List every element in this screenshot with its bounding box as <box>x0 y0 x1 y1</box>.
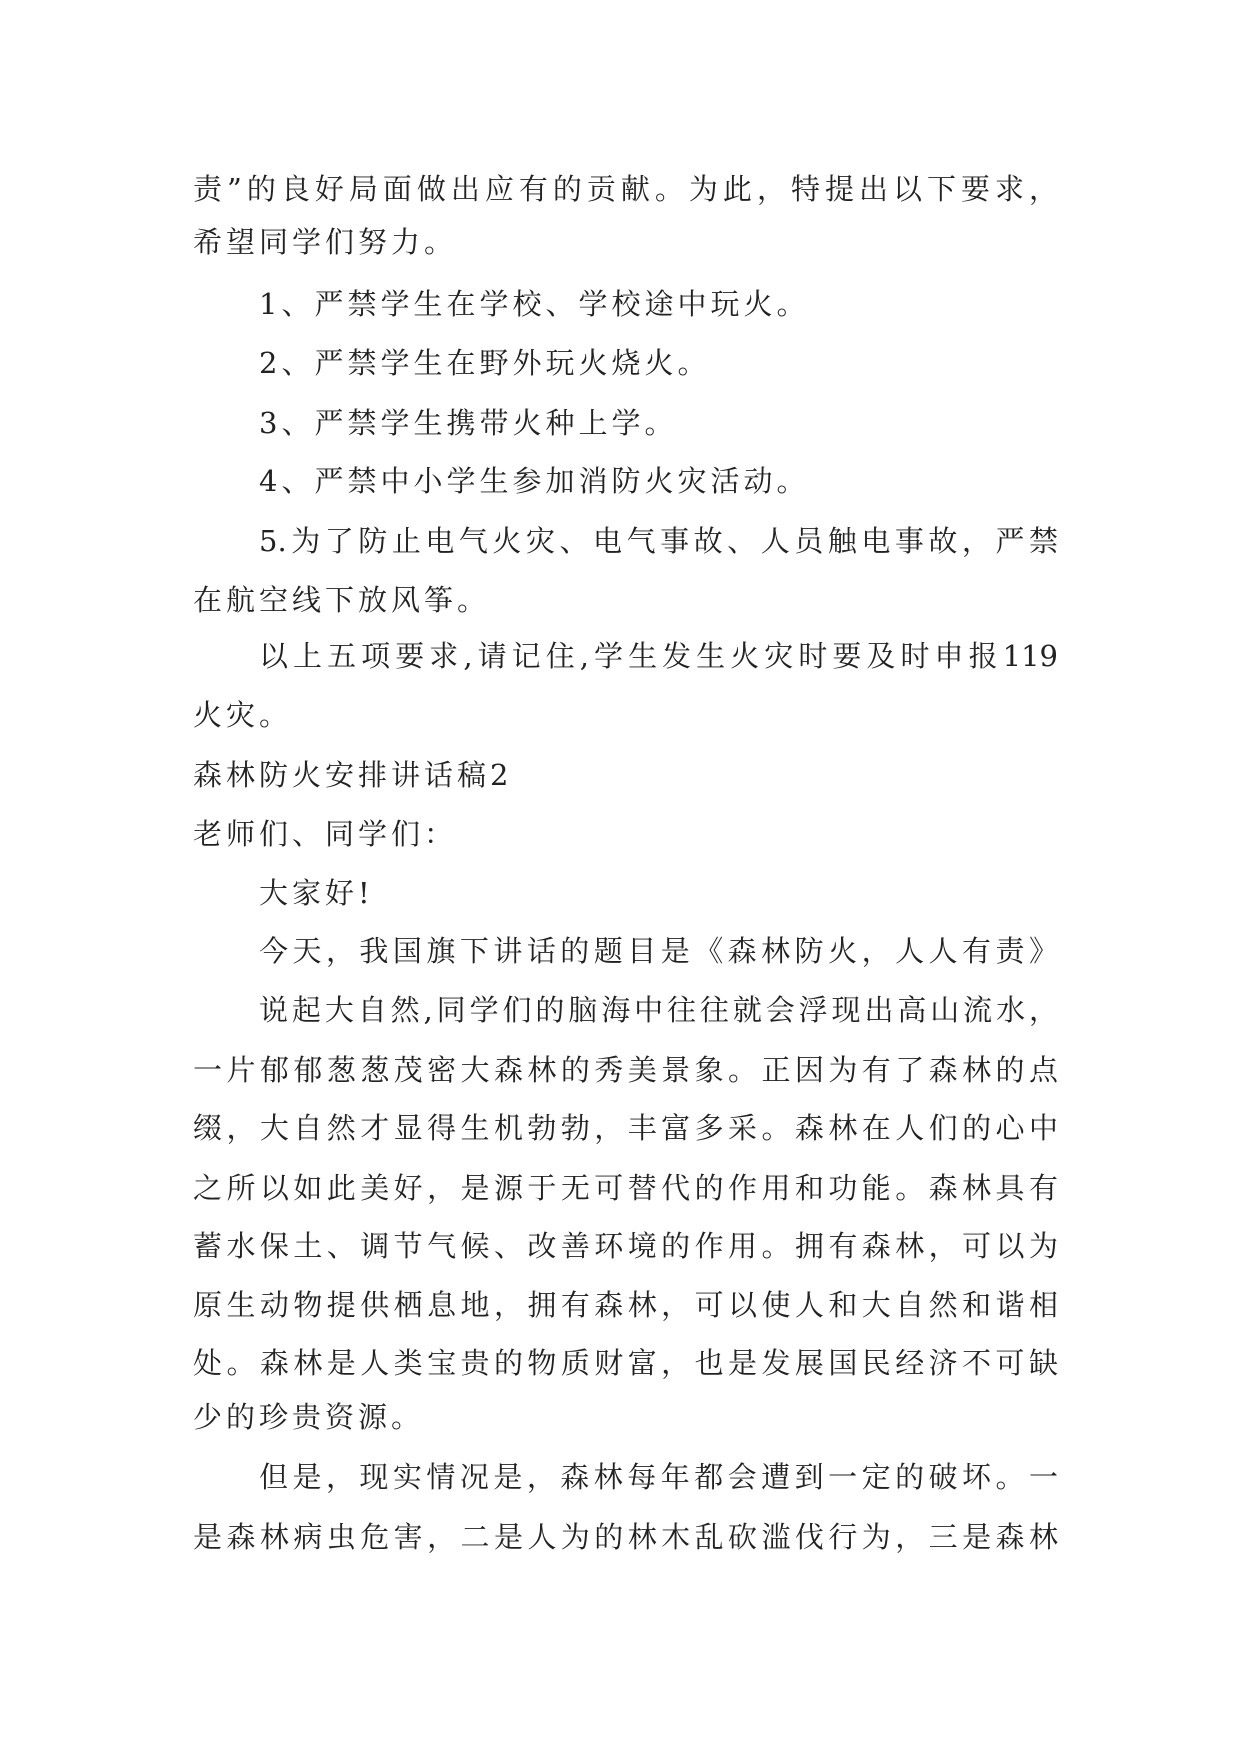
document-line: 处。森林是人类宝贵的物质财富，也是发展国民经济不可缺 <box>193 1346 1058 1380</box>
document-line: 说起大自然,同学们的脑海中往往就会浮现出高山流水， <box>259 993 1058 1027</box>
document-line: 但是，现实情况是，森林每年都会遭到一定的破坏。一 <box>259 1460 1058 1494</box>
list-item: 2、严禁学生在野外玩火烧火。 <box>259 346 711 380</box>
document-line: 一片郁郁葱葱茂密大森林的秀美景象。正因为有了森林的点 <box>193 1053 1058 1087</box>
document-line: 责”的良好局面做出应有的贡献。为此，特提出以下要求， <box>193 172 1058 206</box>
list-item: 3、严禁学生携带火种上学。 <box>259 406 678 440</box>
document-line: 在航空线下放风筝。 <box>193 583 491 617</box>
greeting: 大家好! <box>259 876 374 910</box>
list-item: 1、严禁学生在学校、学校途中玩火。 <box>259 287 810 321</box>
list-item: 5.为了防止电气火灾、电气事故、人员触电事故，严禁 <box>259 524 1058 558</box>
document-line: 希望同学们努力。 <box>193 225 458 259</box>
document-line: 缀，大自然才显得生机勃勃，丰富多采。森林在人们的心中 <box>193 1111 1058 1145</box>
list-item: 4、严禁中小学生参加消防火灾活动。 <box>259 464 810 498</box>
section-title: 森林防火安排讲话稿2 <box>193 758 513 792</box>
document-line: 蓄水保土、调节气候、改善环境的作用。拥有森林，可以为 <box>193 1229 1058 1263</box>
document-line: 是森林病虫危害，二是人为的林木乱砍滥伐行为，三是森林 <box>193 1520 1058 1554</box>
document-line: 今天，我国旗下讲话的题目是《森林防火，人人有责》 <box>259 934 1058 968</box>
document-line: 火灾。 <box>193 698 293 732</box>
document-line: 少的珍贵资源。 <box>193 1400 425 1434</box>
document-line: 以上五项要求,请记住,学生发生火灾时要及时申报119 <box>259 639 1058 673</box>
document-line: 原生动物提供栖息地，拥有森林，可以使人和大自然和谐相 <box>193 1288 1058 1322</box>
salutation: 老师们、同学们： <box>193 817 458 851</box>
document-line: 之所以如此美好，是源于无可替代的作用和功能。森林具有 <box>193 1171 1058 1205</box>
